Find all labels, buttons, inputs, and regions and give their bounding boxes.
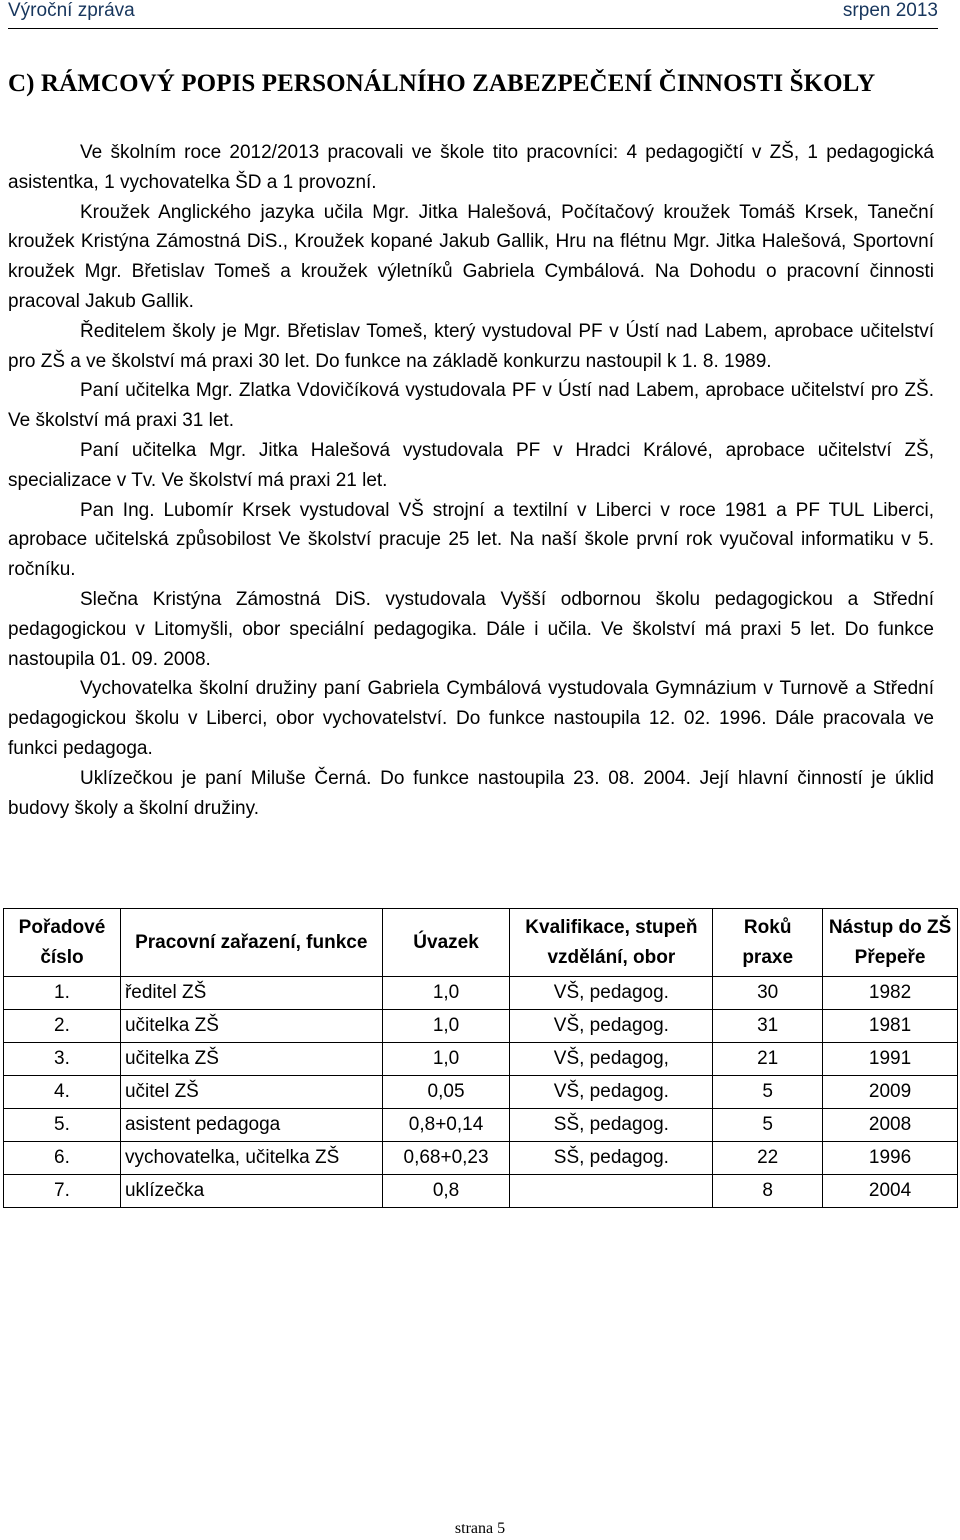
- header-date: srpen 2013: [842, 0, 938, 21]
- cell-workload: 0,68+0,23: [382, 1142, 510, 1175]
- table-row: [4, 977, 958, 1010]
- cell-start: 1981: [823, 1010, 958, 1043]
- paragraph-clubs: Kroužek Anglického jazyka učila Mgr. Jitka Halešová, Počítačový kroužek Tomáš Krsek, Taneční kroužek Kristýna Zámostná DiS., Kroužek kopané Jakub Gallik, Hru na flétnu Mgr. Jitka Halešová, Sportovní kroužek Mgr. Břetislav Tomeš a kroužek výletníků Gabriela Cymbálová. Na Dohodu o pracovní činnosti pracoval Jakub Gallik.: [8, 201, 934, 312]
- running-header: [8, 0, 938, 29]
- cell-qualification: VŠ, pedagog.: [510, 1076, 713, 1109]
- cell-order: 4.: [4, 1076, 121, 1109]
- paragraph-teacher-halesova: Paní učitelka Mgr. Jitka Halešová vystudovala PF v Hradci Králové, aprobace učitelství ZŠ, specializace v Tv. Ve školství má praxi 21 let.: [8, 439, 934, 491]
- column-header-start: Nástup do ZŠ Přepeře: [823, 909, 958, 977]
- section-title: C) RÁMCOVÝ POPIS PERSONÁLNÍHO ZABEZPEČENÍ ČINNOSTI ŠKOLY: [8, 70, 876, 97]
- table-row: [4, 1076, 958, 1109]
- cell-start: 2004: [823, 1175, 958, 1208]
- cell-years: 30: [713, 977, 823, 1010]
- table-row: [4, 1010, 958, 1043]
- paragraph-teacher-krsek: Pan Ing. Lubomír Krsek vystudoval VŠ strojní a textilní v Liberci v roce 1981 a PF TUL Liberci, aprobace učitelská způsobilost Ve školství pracuje 25 let. Na naší škole první rok vyučoval informatiku v 5. ročníku.: [8, 499, 934, 581]
- cell-workload: 1,0: [382, 1010, 510, 1043]
- paragraph-educator-cymbalova: Vychovatelka školní družiny paní Gabriela Cymbálová vystudovala Gymnázium v Turnově a Střední pedagogickou školu v Liberci, obor vychovatelství. Do funkce nastoupila 12. 02. 1996. Dále pracovala ve funkci pedagoga.: [8, 678, 934, 759]
- paragraph-headmaster: Ředitelem školy je Mgr. Břetislav Tomeš, který vystudoval PF v Ústí nad Labem, aprobace učitelství pro ZŠ a ve školství má praxi 30 let. Do funkce na základě konkurzu nastoupil k 1. 8. 1989.: [8, 320, 934, 372]
- cell-position: uklízečka: [120, 1175, 382, 1208]
- page-number: strana 5: [454, 1520, 506, 1537]
- column-header-years: Roků praxe: [713, 909, 823, 977]
- cell-start: 2009: [823, 1076, 958, 1109]
- column-header-workload: Úvazek: [382, 909, 510, 977]
- header-title: Výroční zpráva: [8, 0, 135, 21]
- cell-order: 7.: [4, 1175, 121, 1208]
- cell-start: 1991: [823, 1043, 958, 1076]
- cell-qualification: SŠ, pedagog.: [510, 1142, 713, 1175]
- cell-position: učitelka ZŠ: [120, 1010, 382, 1043]
- cell-years: 22: [713, 1142, 823, 1175]
- column-header-qualification: Kvalifikace, stupeň vzdělání, obor: [510, 909, 713, 977]
- cell-start: 1982: [823, 977, 958, 1010]
- staff-table: [3, 908, 958, 1208]
- cell-years: 5: [713, 1109, 823, 1142]
- paragraph-staff-summary: Ve školním roce 2012/2013 pracovali ve škole tito pracovníci: 4 pedagogičtí v ZŠ, 1 pedagogická asistentka, 1 vychovatelka ŠD a 1 provozní.: [8, 142, 934, 193]
- paragraph-assistant-zamostna: Slečna Kristýna Zámostná DiS. vystudovala Vyšší odbornou školu pedagogickou a Střední pedagogickou v Litomyšli, obor speciální pedagogika. Dále i učila. Ve školství má praxi 5 let. Do funkce nastoupila 01. 09. 2008.: [8, 588, 934, 670]
- cell-position: ředitel ZŠ: [120, 977, 382, 1010]
- cell-qualification: VŠ, pedagog.: [510, 1010, 713, 1043]
- paragraph-cleaner: Uklízečkou je paní Miluše Černá. Do funkce nastoupila 23. 08. 2004. Její hlavní činností je úklid budovy školy a školní družiny.: [8, 767, 934, 819]
- table-row: [4, 1142, 958, 1175]
- cell-order: 5.: [4, 1109, 121, 1142]
- table-row: [4, 1175, 958, 1208]
- cell-years: 8: [713, 1175, 823, 1208]
- column-header-order: Pořadové číslo: [4, 909, 121, 977]
- paragraph-teacher-vdovickova: Paní učitelka Mgr. Zlatka Vdovičíková vystudovala PF v Ústí nad Labem, aprobace učitelství pro ZŠ. Ve školství má praxi 31 let.: [8, 380, 934, 432]
- column-header-position: Pracovní zařazení, funkce: [120, 909, 382, 977]
- cell-position: učitel ZŠ: [120, 1076, 382, 1109]
- cell-workload: 0,8: [382, 1175, 510, 1208]
- cell-position: vychovatelka, učitelka ZŠ: [120, 1142, 382, 1175]
- cell-start: 2008: [823, 1109, 958, 1142]
- cell-qualification: [510, 1175, 713, 1208]
- cell-qualification: VŠ, pedagog.: [510, 977, 713, 1010]
- cell-workload: 0,05: [382, 1076, 510, 1109]
- cell-years: 21: [713, 1043, 823, 1076]
- cell-years: 5: [713, 1076, 823, 1109]
- cell-order: 6.: [4, 1142, 121, 1175]
- cell-position: asistent pedagoga: [120, 1109, 382, 1142]
- cell-position: učitelka ZŠ: [120, 1043, 382, 1076]
- cell-start: 1996: [823, 1142, 958, 1175]
- table-row: [4, 1043, 958, 1076]
- cell-qualification: SŠ, pedagog.: [510, 1109, 713, 1142]
- cell-qualification: VŠ, pedagog,: [510, 1043, 713, 1076]
- cell-years: 31: [713, 1010, 823, 1043]
- table-row: [4, 1109, 958, 1142]
- cell-order: 2.: [4, 1010, 121, 1043]
- body-text: [8, 138, 934, 823]
- cell-workload: 1,0: [382, 1043, 510, 1076]
- cell-order: 1.: [4, 977, 121, 1010]
- cell-workload: 0,8+0,14: [382, 1109, 510, 1142]
- cell-order: 3.: [4, 1043, 121, 1076]
- table-header-row: [4, 909, 958, 977]
- cell-workload: 1,0: [382, 977, 510, 1010]
